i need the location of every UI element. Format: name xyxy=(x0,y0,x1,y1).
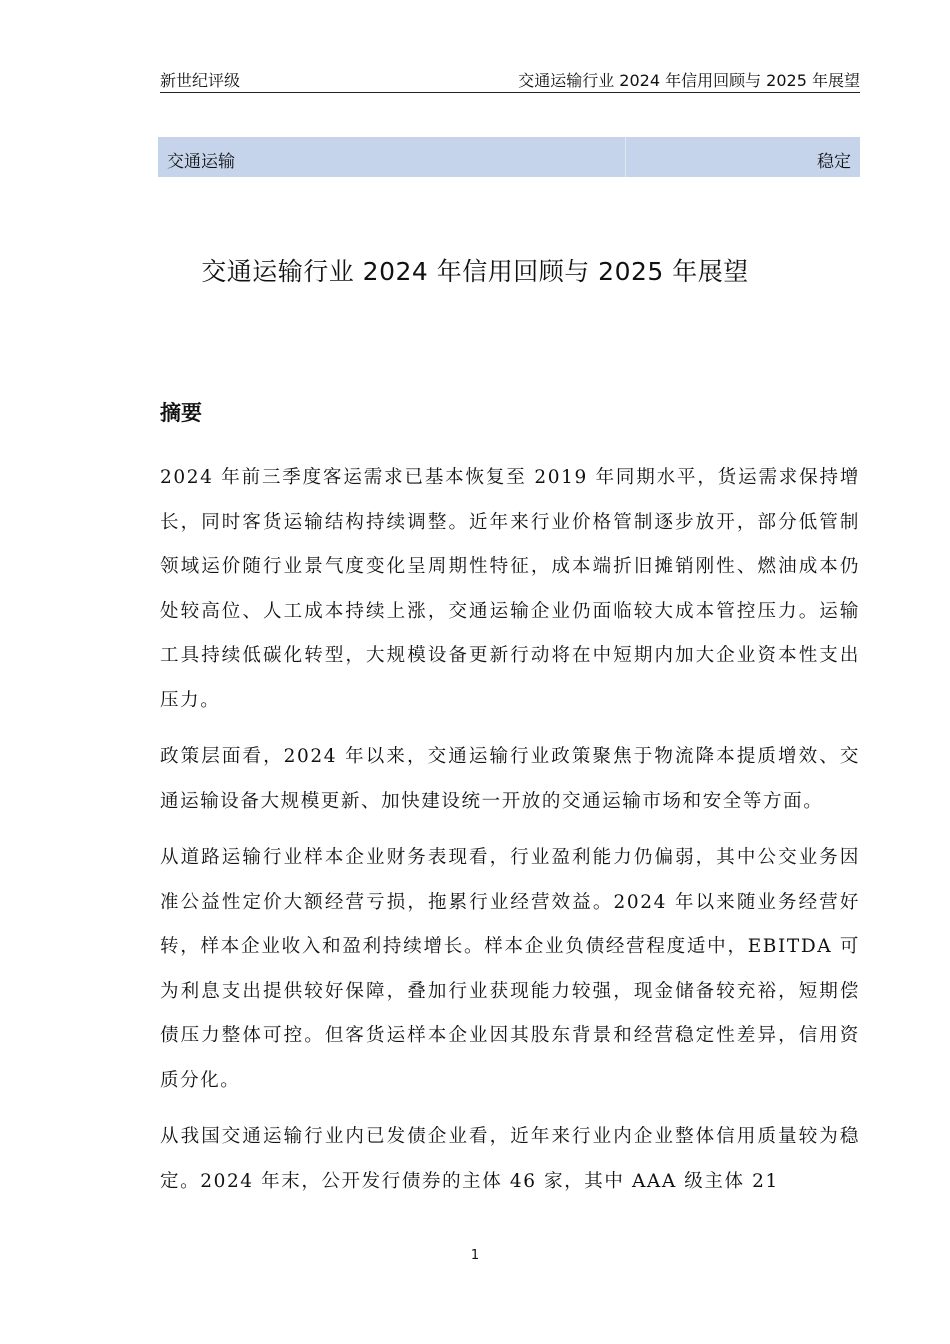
summary-heading: 摘要 xyxy=(160,401,202,425)
summary-paragraph: 2024 年前三季度客运需求已基本恢复至 2019 年同期水平，货运需求保持增长，同时客货运输结构持续调整。近年来行业价格管制逐步放开，部分低管制领域运价随行业景气度变化呈周期性特征，成本端折旧摊销刚性、燃油成本仍处较高位、人工成本持续上涨，交通运输企业仍面临较大成本管控压力。运输工具持续低碳化转型，大规模设备更新行动将在中短期内加大企业资本性支出压力。 xyxy=(160,467,860,711)
summary-body xyxy=(160,456,860,1216)
summary-paragraph: 政策层面看，2024 年以来，交通运输行业政策聚焦于物流降本提质增效、交通运输设备大规模更新、加快建设统一开放的交通运输市场和安全等方面。 xyxy=(160,746,860,812)
page-header xyxy=(160,66,860,93)
summary-paragraph: 从我国交通运输行业内已发债企业看，近年来行业内企业整体信用质量较为稳定。2024 年末，公开发行债券的主体 46 家，其中 AAA 级主体 21 xyxy=(160,1126,860,1192)
banner-outlook: 稳定 xyxy=(817,152,851,172)
report-title: 交通运输行业 2024 年信用回顾与 2025 年展望 xyxy=(201,257,749,286)
page-number: 1 xyxy=(470,1248,480,1263)
banner-divider xyxy=(625,137,626,177)
banner-sector: 交通运输 xyxy=(167,152,235,172)
sector-banner xyxy=(158,137,860,177)
header-publisher: 新世纪评级 xyxy=(160,71,241,90)
header-report-title: 交通运输行业 2024 年信用回顾与 2025 年展望 xyxy=(518,71,860,90)
summary-paragraph: 从道路运输行业样本企业财务表现看，行业盈利能力仍偏弱，其中公交业务因准公益性定价大额经营亏损，拖累行业经营效益。2024 年以来随业务经营好转，样本企业收入和盈利持续增长。样本企业负债经营程度适中，EBITDA 可为利息支出提供较好保障，叠加行业获现能力较强，现金储备较充裕，短期偿债压力整体可控。但客货运样本企业因其股东背景和经营稳定性差异，信用资质分化。 xyxy=(160,847,860,1091)
